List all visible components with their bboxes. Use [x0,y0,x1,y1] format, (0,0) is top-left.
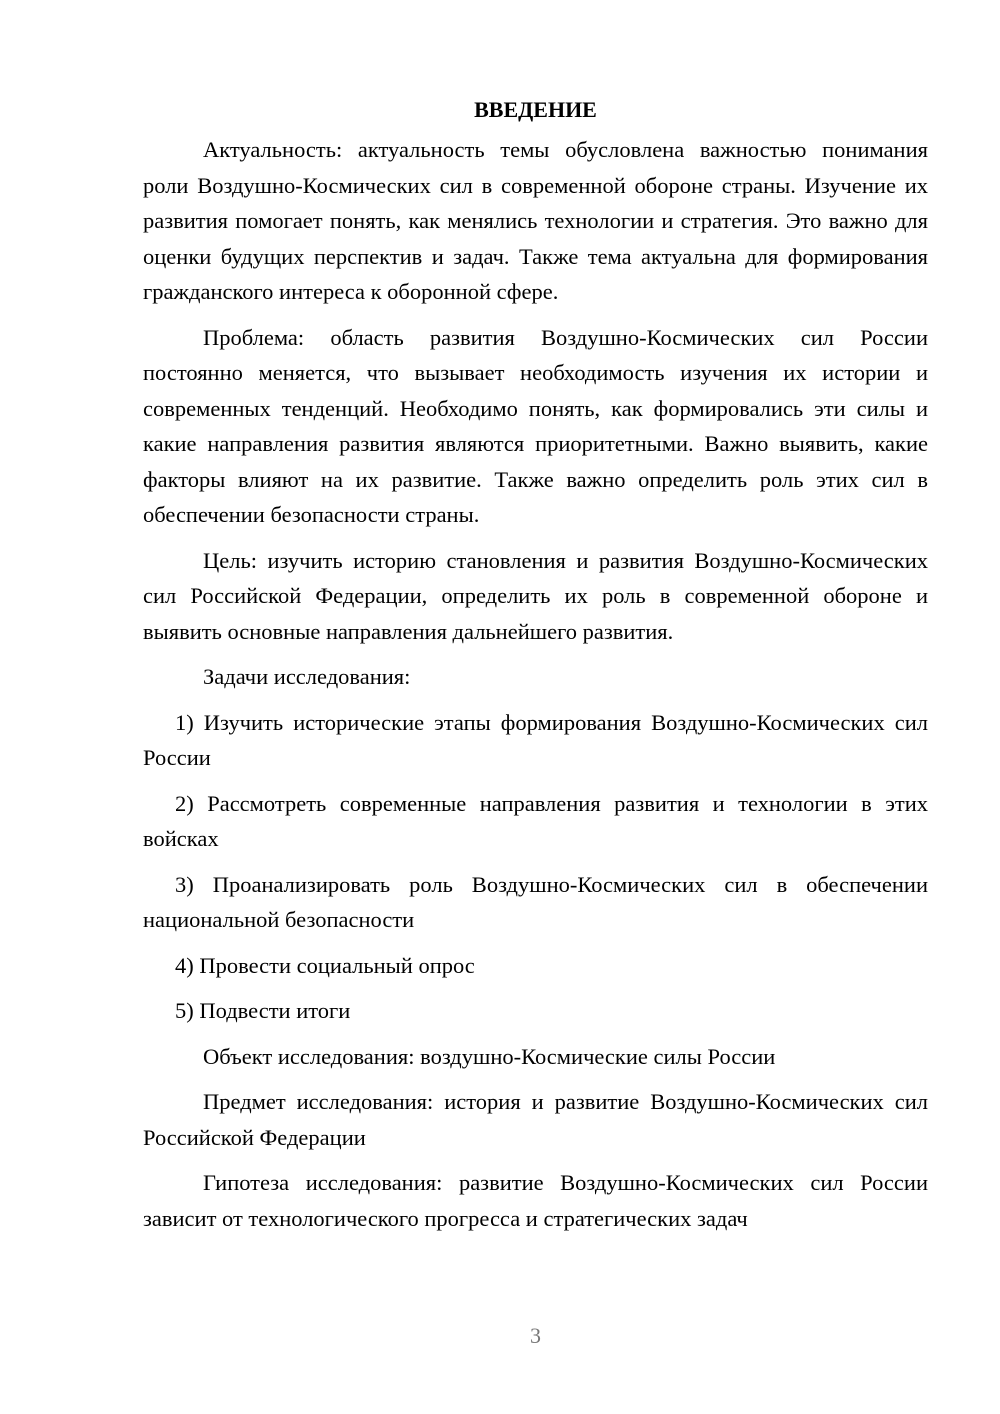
relevance-paragraph: Актуальность: актуальность темы обусловлена важностью понимания роли Воздушно-Космических сил в современной обороне страны. Изучение их развития помогает понять, как менялись технологии и стратегия. Это важно для оценки будущих перспектив и задач. Также тема актуальна для формирования гражданского интереса к оборонной сфере. [143,137,928,304]
page-number: 3 [530,1323,541,1348]
tasks-heading: Задачи исследования: [203,664,411,689]
goal-paragraph: Цель: изучить историю становления и развития Воздушно-Космических сил Российской Федерации, определить их роль в современной обороне и выявить основные направления дальнейшего развития. [143,547,928,644]
page-title: ВВЕДЕНИЕ [474,97,597,122]
object-paragraph: Объект исследования: воздушно-Космические силы России [203,1043,776,1069]
task-item-2: 2) Рассмотреть современные направления развития и технологии в этих войсках [143,790,928,851]
subject-paragraph: Предмет исследования: история и развитие Воздушно-Космических сил Российской Федерации [143,1089,928,1150]
problem-paragraph: Проблема: область развития Воздушно-Космических сил России постоянно меняется, что вызывает необходимость изучения их истории и современных тенденций. Необходимо понять, как формировались эти силы и какие направления развития являются приоритетными. Важно выявить, какие факторы влияют на их развитие. Также важно определить роль этих сил в обеспечении безопасности страны. [143,324,928,527]
hypothesis-paragraph: Гипотеза исследования: развитие Воздушно-Космических сил России зависит от технологического прогресса и стратегических задач [143,1170,928,1231]
task-item-1: 1) Изучить исторические этапы формирования Воздушно-Космических сил России [143,709,928,770]
task-item-3: 3) Проанализировать роль Воздушно-Космических сил в обеспечении национальной безопасности [143,871,928,932]
task-item-5: 5) Подвести итоги [175,998,351,1023]
task-item-4: 4) Провести социальный опрос [175,952,475,978]
